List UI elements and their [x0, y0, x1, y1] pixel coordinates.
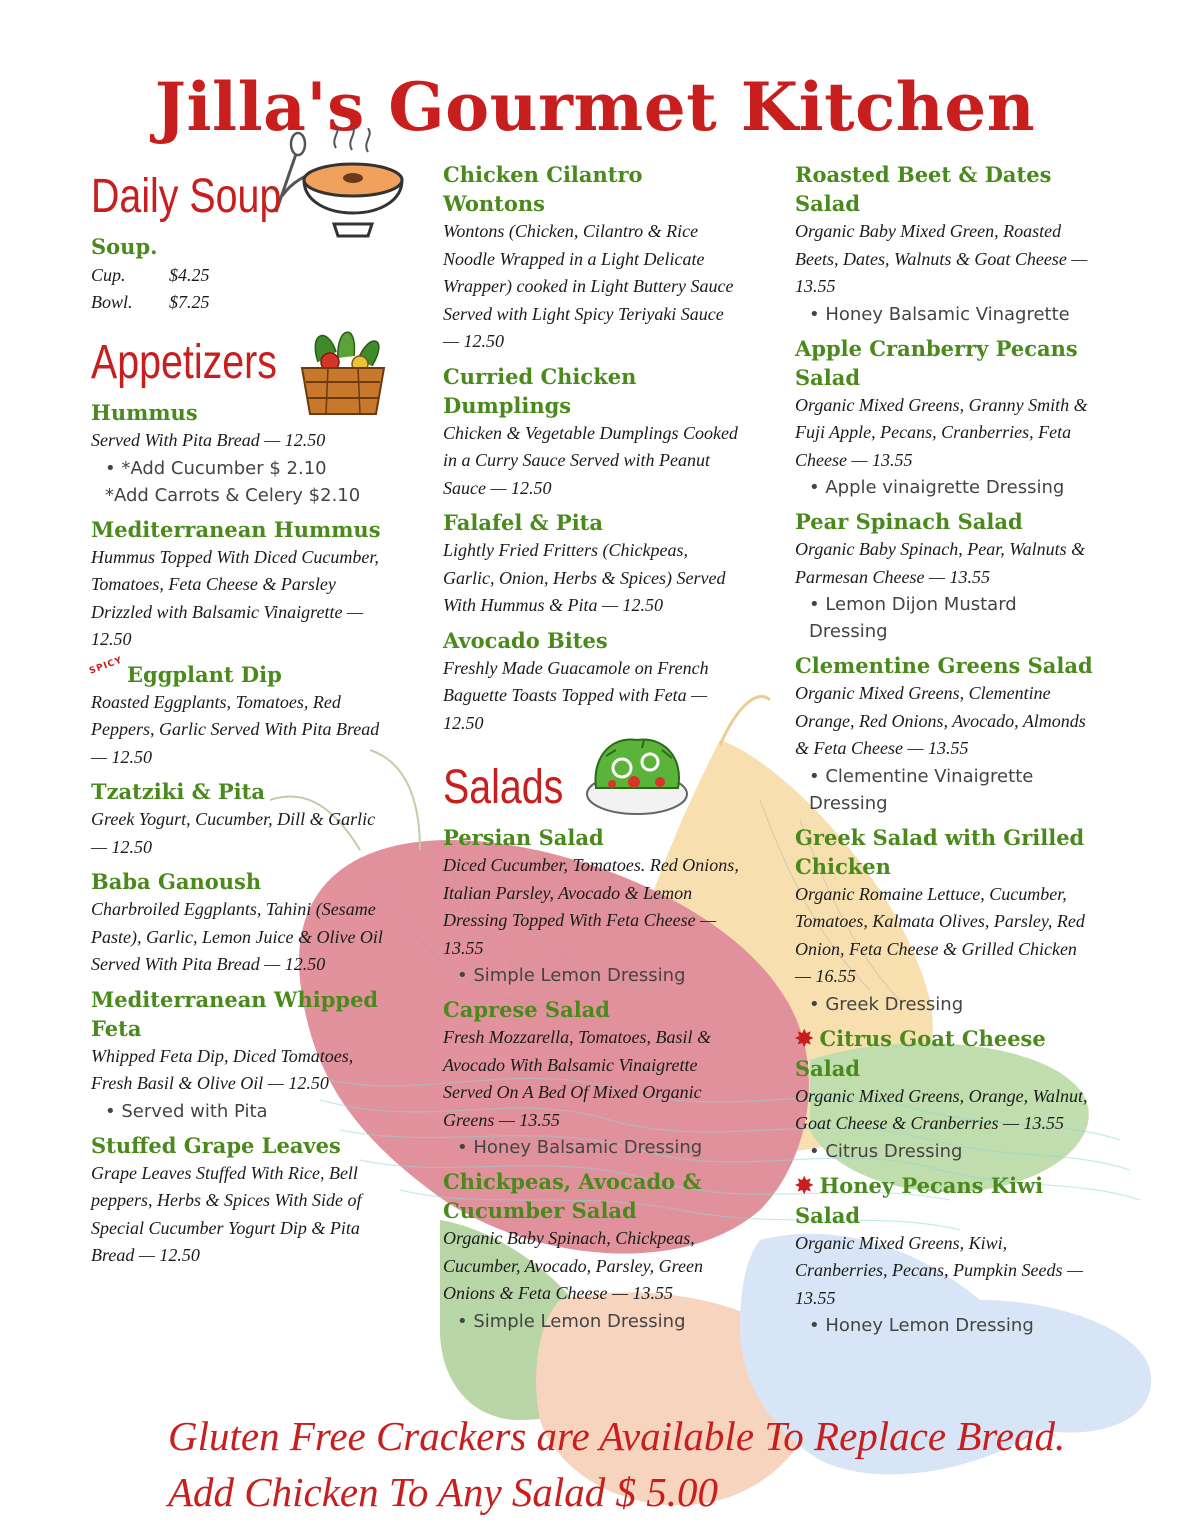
column-right: [795, 160, 1095, 1339]
menu-item-desc: Charbroiled Eggplants, Tahini (Sesame Paste), Garlic, Lemon Juice & Olive Oil Served With Pita Bread — 12.50: [91, 899, 383, 974]
price-label: Bowl.: [91, 292, 133, 312]
option-text: Apple vinaigrette Dressing: [825, 477, 1065, 498]
menu-item-desc: Organic Baby Spinach, Pear, Walnuts & Parmesan Cheese — 13.55: [795, 539, 1086, 587]
menu-item-option: • Apple vinaigrette Dressing: [809, 477, 1065, 498]
menu-item-option: • *Add Cucumber $ 2.10: [105, 457, 327, 479]
restaurant-title: Jilla's Gourmet Kitchen: [154, 68, 1036, 146]
menu-item-desc: Organic Romaine Lettuce, Cucumber, Tomatoes, Kalmata Olives, Parsley, Red Onion, Feta Cheese & Grilled Chicken — 16.55: [795, 883, 1085, 986]
menu-item-name: Apple Cranberry Pecans Salad: [795, 335, 1078, 390]
column-left: [88, 168, 391, 1270]
menu-item-option: *Add Carrots & Celery $2.10: [105, 484, 361, 506]
menu-item-name-featured: [795, 1024, 1095, 1083]
menu-item-option: • Honey Balsamic Dressing: [457, 1137, 703, 1158]
menu-item-desc: Chicken & Vegetable Dumplings Cooked in a Curry Sauce Served with Peanut Sauce — 12.50: [443, 422, 738, 498]
starburst-icon: ✸: [795, 1172, 814, 1199]
menu-item-name: Citrus Goat Cheese Salad: [795, 1025, 1046, 1081]
menu-item-name: Hummus: [91, 400, 198, 425]
menu-item-name: Clementine Greens Salad: [795, 653, 1093, 678]
menu-item-name: Tzatziki & Pita: [91, 779, 265, 804]
price-row: [91, 289, 391, 316]
menu-item-desc: Diced Cucumber, Tomatoes. Red Onions, Italian Parsley, Avocado & Lemon Dressing Topped With Feta Cheese — 13.55: [443, 855, 739, 958]
menu-item-name: Baba Ganoush: [91, 869, 262, 894]
menu-item-option: • Served with Pita: [105, 1100, 268, 1122]
menu-item-desc: Whipped Feta Dip, Diced Tomatoes, Fresh Basil & Olive Oil — 12.50: [91, 1045, 354, 1093]
menu-item-desc: Organic Mixed Greens, Orange, Walnut, Goat Cheese & Cranberries — 13.55: [795, 1085, 1088, 1133]
column-middle: [443, 160, 743, 1335]
menu-item-name: Chicken Cilantro Wontons: [443, 162, 643, 216]
menu-item-name: Stuffed Grape Leaves: [91, 1132, 341, 1158]
menu-item-name: Eggplant Dip: [127, 661, 282, 687]
menu-item-desc: Freshly Made Guacamole on French Baguette Toasts Topped with Feta — 12.50: [443, 657, 709, 733]
menu-item-option: • Lemon Dijon Mustard Dressing: [809, 594, 1017, 642]
price-row: [91, 262, 391, 289]
menu-item-name: Chickpeas, Avocado & Cucumber Salad: [443, 1169, 702, 1223]
menu-item-desc: Organic Baby Spinach, Chickpeas, Cucumber, Avocado, Parsley, Green Onions & Feta Cheese — 13.55: [443, 1228, 703, 1303]
option-text: Simple Lemon Dressing: [473, 1310, 686, 1332]
menu-item-desc: Served With Pita Bread — 12.50: [91, 430, 326, 450]
menu-item-desc: Organic Mixed Greens, Clementine Orange, Red Onions, Avocado, Almonds & Feta Cheese — 13.55: [795, 683, 1086, 758]
menu-item-desc: Lightly Fried Fritters (Chickpeas, Garlic, Onion, Herbs & Spices) Served With Hummus & Pita — 12.50: [443, 540, 726, 615]
menu-item-name: Pear Spinach Salad: [795, 509, 1023, 534]
menu-item-desc: Organic Mixed Greens, Granny Smith & Fuji Apple, Pecans, Cranberries, Feta Cheese — 13.55: [795, 394, 1088, 470]
menu-item-name: Greek Salad with Grilled Chicken: [795, 824, 1085, 879]
option-text: Simple Lemon Dressing: [473, 965, 686, 986]
menu-item-desc: Organic Baby Mixed Green, Roasted Beets, Dates, Walnuts & Goat Cheese — 13.55: [795, 221, 1088, 296]
menu-item-name: Avocado Bites: [443, 627, 608, 653]
option-text: Honey Lemon Dressing: [825, 1315, 1034, 1336]
starburst-icon: ✸: [795, 1025, 814, 1052]
option-text: Honey Balsamic Dressing: [473, 1137, 703, 1158]
menu-item-desc: Roasted Eggplants, Tomatoes, Red Peppers, Garlic Served With Pita Bread — 12.50: [91, 691, 380, 767]
menu-item-name: Persian Salad: [443, 825, 604, 850]
option-text: *Add Cucumber $ 2.10: [121, 457, 327, 479]
menu-item-option: • Greek Dressing: [809, 993, 964, 1015]
option-text: Served with Pita: [121, 1100, 268, 1122]
menu-item-name: Mediterranean Hummus: [91, 516, 381, 542]
footer-note-gluten-free: Gluten Free Crackers are Available To Replace Bread.: [168, 1413, 1066, 1459]
option-text: Citrus Dressing: [825, 1140, 963, 1162]
menu-item-name-spicy: [88, 654, 391, 689]
menu-item-desc: Greek Yogurt, Cucumber, Dill & Garlic — 12.50: [91, 809, 376, 857]
menu-item-name: Mediterranean Whipped Feta: [91, 986, 379, 1041]
menu-item-option: • Simple Lemon Dressing: [457, 965, 686, 986]
price-value: $4.25: [169, 265, 210, 285]
footer-note-add-chicken: Add Chicken To Any Salad $ 5.00: [168, 1469, 719, 1515]
menu-item-option: • Honey Lemon Dressing: [809, 1315, 1034, 1336]
appetizers-heading: Appetizers: [91, 336, 277, 389]
option-text: Lemon Dijon Mustard Dressing: [809, 594, 1017, 642]
option-text: Clementine Vinaigrette Dressing: [809, 765, 1034, 814]
menu-item-name: Caprese Salad: [443, 997, 610, 1022]
menu-item-desc: Organic Mixed Greens, Kiwi, Cranberries, Pecans, Pumpkin Seeds — 13.55: [795, 1232, 1083, 1308]
menu-item-option: • Simple Lemon Dressing: [457, 1310, 686, 1332]
menu-item-desc: Wontons (Chicken, Cilantro & Rice Noodle Wrapped in a Light Delicate Wrapper) cooked in Light Buttery Sauce Served with Light Spicy Teriyaki Sauce — 12.50: [443, 221, 734, 351]
menu-item-option: • Clementine Vinaigrette Dressing: [809, 765, 1034, 814]
salads-heading: Salads: [443, 761, 564, 814]
option-text: Honey Balsamic Vinagrette: [825, 303, 1070, 325]
price-value: $7.25: [169, 292, 210, 312]
menu-item-name: Falafel & Pita: [443, 510, 603, 535]
menu-item-desc: Hummus Topped With Diced Cucumber, Tomatoes, Feta Cheese & Parsley Drizzled with Balsamic Vinaigrette — 12.50: [91, 546, 379, 649]
spicy-tag: SPICY: [88, 654, 125, 677]
menu-item-desc: Fresh Mozzarella, Tomatoes, Basil & Avocado With Balsamic Vinaigrette Served On A Bed Of Mixed Organic Greens — 13.55: [443, 1027, 712, 1130]
daily-soup-heading: Daily Soup: [91, 170, 282, 223]
menu-item-name: Roasted Beet & Dates Salad: [795, 162, 1052, 216]
menu-item-desc: Grape Leaves Stuffed With Rice, Bell peppers, Herbs & Spices With Side of Special Cucumber Yogurt Dip & Pita Bread — 12.50: [91, 1162, 362, 1265]
menu-item-option: • Citrus Dressing: [809, 1140, 963, 1162]
menu-item-name: Honey Pecans Kiwi Salad: [795, 1172, 1044, 1228]
menu-item-name: Curried Chicken Dumplings: [443, 363, 637, 418]
option-text: Greek Dressing: [825, 993, 964, 1015]
menu-item-name-featured: [795, 1171, 1095, 1230]
menu-item-option: • Honey Balsamic Vinagrette: [809, 303, 1070, 325]
soup-subheading: Soup.: [91, 234, 158, 259]
price-label: Cup.: [91, 265, 126, 285]
